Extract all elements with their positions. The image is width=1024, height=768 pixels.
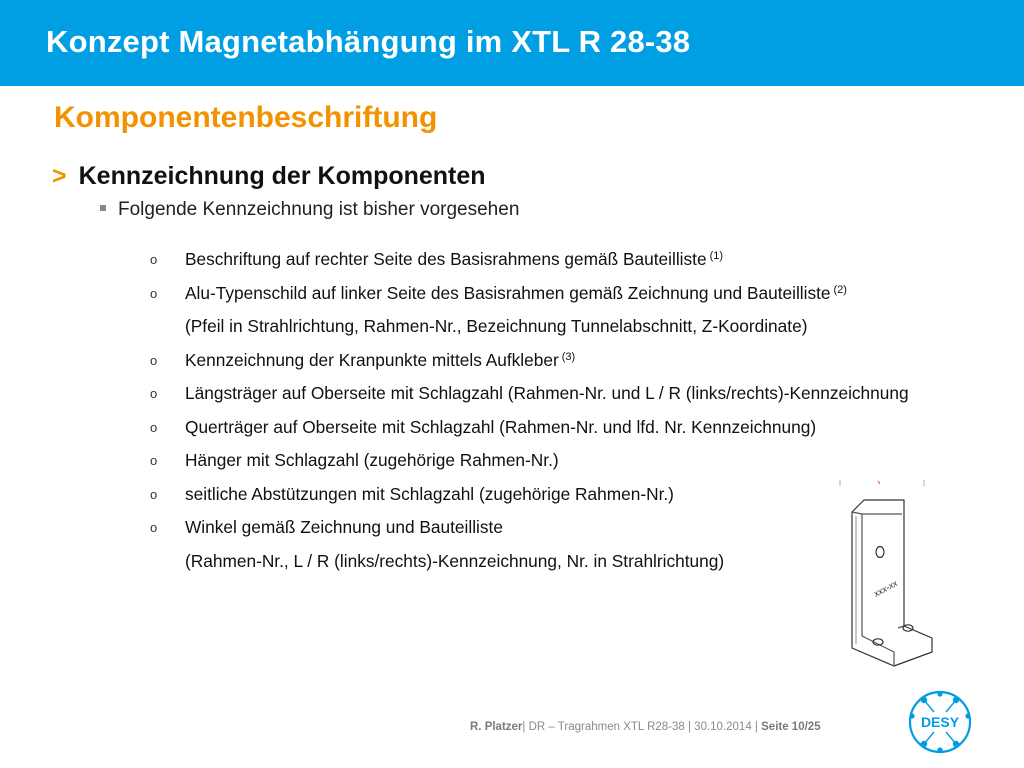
- list-item-text: Winkel gemäß Zeichnung und Bauteilliste: [185, 517, 503, 537]
- bullet-level1-text: Kennzeichnung der Komponenten: [78, 162, 486, 190]
- footer-page: Seite 10/25: [761, 721, 821, 733]
- desy-logo-icon: [904, 686, 976, 758]
- list-item-text: Beschriftung auf rechter Seite des Basisrahmens gemäß Bauteilliste: [185, 249, 707, 269]
- list-item: [150, 313, 1010, 347]
- circle-bullet-icon: o: [150, 252, 158, 267]
- list-item-text: (Pfeil in Strahlrichtung, Rahmen-Nr., Bezeichnung Tunnelabschnitt, Z-Koordinate): [185, 316, 808, 336]
- list-item: [150, 347, 1010, 381]
- footer-sep: |: [751, 721, 762, 733]
- drawing-label: xxx-xx: [871, 578, 900, 599]
- desy-logo-text: DESY: [920, 714, 960, 730]
- circle-bullet-icon: o: [150, 520, 158, 535]
- list-item: [150, 414, 1010, 448]
- header-bar: [0, 0, 1024, 86]
- circle-bullet-icon: o: [150, 453, 158, 468]
- list-item-text: Alu-Typenschild auf linker Seite des Basisrahmen gemäß Zeichnung und Bauteilliste: [185, 282, 831, 303]
- footnote-ref: (2): [833, 283, 847, 296]
- angle-bracket-drawing: [836, 476, 940, 676]
- list-item: [150, 246, 1010, 280]
- list-item-text: Querträger auf Oberseite mit Schlagzahl (Rahmen-Nr. und lfd. Nr. Kennzeichnung): [185, 416, 817, 437]
- footer-project: DR – Tragrahmen XTL R28-38: [528, 721, 685, 733]
- chevron-marker: >: [52, 162, 67, 190]
- circle-bullet-icon: o: [150, 419, 158, 435]
- bullet-level1: [52, 162, 486, 191]
- list-item: [150, 380, 1010, 414]
- square-bullet-icon: [100, 205, 106, 211]
- footer: [470, 721, 821, 733]
- footer-date: 30.10.2014: [694, 721, 752, 733]
- bullet-level2: [100, 199, 519, 221]
- footer-sep: |: [522, 721, 529, 733]
- footnote-ref: (3): [561, 350, 576, 363]
- list-item-text: Längsträger auf Oberseite mit Schlagzahl (Rahmen-Nr. und L / R (links/rechts)-Kennzeichnung: [185, 383, 909, 403]
- slide-title: Konzept Magnetabhängung im XTL R 28-38: [46, 24, 691, 59]
- footer-author: R. Platzer: [470, 721, 523, 733]
- circle-bullet-icon: o: [150, 386, 158, 401]
- list-item-text: Kennzeichnung der Kranpunkte mittels Aufkleber: [185, 349, 559, 370]
- footer-sep: |: [684, 721, 695, 733]
- list-item: [150, 280, 1010, 314]
- list-item-text: Hänger mit Schlagzahl (zugehörige Rahmen-Nr.): [185, 450, 559, 470]
- list-item-text: seitliche Abstützungen mit Schlagzahl (zugehörige Rahmen-Nr.): [185, 483, 674, 504]
- bullet-level2-text: Folgende Kennzeichnung ist bisher vorgesehen: [118, 199, 520, 220]
- circle-bullet-icon: o: [150, 486, 158, 502]
- circle-bullet-icon: o: [150, 352, 158, 368]
- list-item-text: (Rahmen-Nr., L / R (links/rechts)-Kennzeichnung, Nr. in Strahlrichtung): [185, 550, 725, 571]
- circle-bullet-icon: o: [150, 285, 158, 301]
- slide-subtitle: Komponentenbeschriftung: [54, 101, 438, 134]
- footnote-ref: (1): [709, 250, 724, 262]
